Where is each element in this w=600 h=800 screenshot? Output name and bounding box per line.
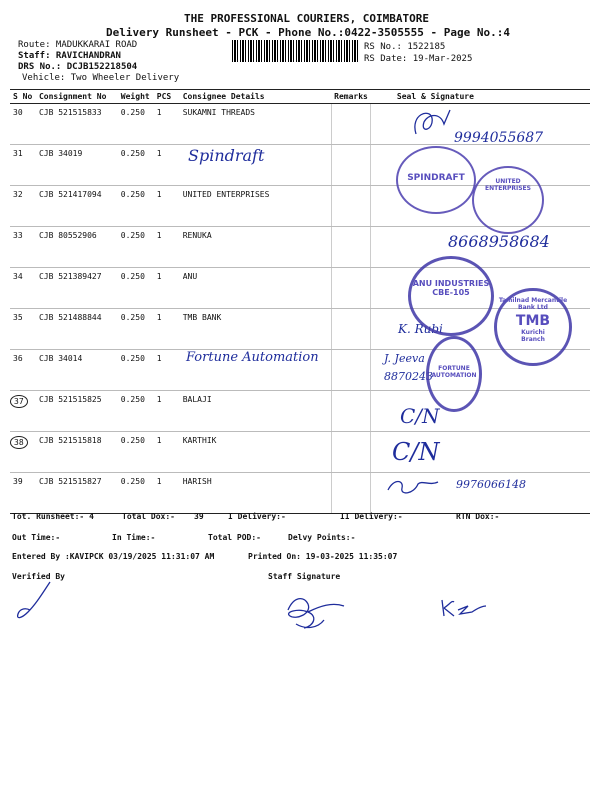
vehicle-label: Vehicle: Two Wheeler Delivery: [22, 73, 180, 83]
handwritten-consignee-fortune: Fortune Automation: [186, 350, 319, 365]
row-remarks: [331, 350, 371, 391]
row-sno: [10, 268, 36, 309]
row-sno: [10, 473, 36, 514]
rs-date: RS Date: 19-Mar-2025: [364, 54, 473, 64]
stamp-anu-industries: [408, 256, 494, 336]
row-sno: [10, 227, 36, 268]
row-pcs-text: 1: [156, 395, 162, 404]
row-weight-text: 0.250: [120, 477, 145, 486]
row-pcs: [154, 473, 180, 514]
col-consignment: Consignment No: [36, 90, 118, 104]
row-sno: [10, 432, 36, 473]
ii-delivery: II Delivery:-: [340, 512, 403, 521]
signature-row39: [384, 476, 444, 498]
row-consignee-text: HARISH: [182, 477, 212, 486]
row-sno-text: 36: [13, 354, 23, 363]
handwritten-consignee-spindraft: Spindraft: [188, 146, 265, 165]
row-remarks: [331, 473, 371, 514]
row-pcs-text: 1: [156, 231, 162, 240]
row-consignment-no: [36, 268, 118, 309]
row-consignee-text: ANU: [182, 272, 198, 281]
row-remarks: [331, 268, 371, 309]
row-weight: [118, 227, 154, 268]
row-sno: [10, 350, 36, 391]
row-remarks: [331, 227, 371, 268]
col-weight: Weight: [118, 90, 154, 104]
col-sno: S No: [10, 90, 36, 104]
row-consignee-text: UNITED ENTERPRISES: [182, 190, 270, 199]
row-remarks: [331, 432, 371, 473]
stamp-united-text: UNITED ENTERPRISES: [485, 178, 531, 192]
stamp-tmb-branch-1: Kurichi: [521, 329, 545, 336]
row-weight-text: 0.250: [120, 272, 145, 281]
row-pcs: [154, 104, 180, 145]
route-label: Route: MADUKKARAI ROAD: [18, 40, 138, 50]
row-consignment-no-text: CJB 34014: [38, 354, 83, 363]
row-sno-text: 31: [13, 149, 23, 158]
row-pcs-text: 1: [156, 190, 162, 199]
printed-on: Printed On: 19-03-2025 11:35:07: [248, 552, 398, 561]
stamp-tmb-bank-name: Tamilnad Mercantile Bank Ltd: [498, 297, 568, 311]
row-remarks: [331, 391, 371, 432]
stamp-spindraft-text: SPINDRAFT: [407, 173, 465, 183]
row-consignment-no-text: CJB 521515818: [38, 436, 102, 445]
verified-by-signature: [14, 578, 54, 624]
drs-number: DRS No.: DCJB152218504: [18, 62, 138, 72]
row-consignee: [180, 268, 331, 309]
row-consignee: [180, 391, 331, 432]
stamp-fortune-text: FORTUNE AUTOMATION: [431, 365, 477, 379]
row-pcs-text: 1: [156, 149, 162, 158]
stamp-anu-text: ANU INDUSTRIES CBE-105: [412, 279, 490, 297]
row-pcs: [154, 145, 180, 186]
row-consignment-no-text: CJB 521515825: [38, 395, 102, 404]
stamp-spindraft: [396, 146, 476, 214]
row-weight: [118, 268, 154, 309]
row-sno-text: 37: [10, 395, 28, 408]
stamp-tmb-branch-2: Branch: [521, 336, 545, 343]
row-weight: [118, 145, 154, 186]
row-pcs: [154, 268, 180, 309]
handwritten-cn-row37: C/N: [400, 404, 440, 428]
row-consignment-no-text: CJB 80552906: [38, 231, 97, 240]
row-consignment-no-text: CJB 34019: [38, 149, 83, 158]
staff-signature-1: [278, 590, 350, 634]
row-sno: [10, 186, 36, 227]
row-consignee-text: RENUKA: [182, 231, 212, 240]
row-consignment-no: [36, 186, 118, 227]
row-consignment-no-text: CJB 521515833: [38, 108, 102, 117]
row-remarks: [331, 145, 371, 186]
row-pcs-text: 1: [156, 272, 162, 281]
row-consignee-text: TMB BANK: [182, 313, 222, 322]
row-weight-text: 0.250: [120, 395, 145, 404]
company-title: THE PROFESSIONAL COURIERS, COIMBATORE: [184, 12, 430, 25]
row-consignee-text: BALAJI: [182, 395, 212, 404]
row-pcs: [154, 432, 180, 473]
handwritten-phone-row39: 9976066148: [456, 478, 526, 491]
table-header-row: [10, 90, 590, 104]
row-weight-text: 0.250: [120, 108, 145, 117]
row-weight-text: 0.250: [120, 436, 145, 445]
row-pcs: [154, 309, 180, 350]
row-consignment-no-text: CJB 521389427: [38, 272, 102, 281]
row-weight: [118, 104, 154, 145]
table-row: [10, 432, 590, 473]
row-consignee: [180, 309, 331, 350]
row-sno-text: 35: [13, 313, 23, 322]
row-sno: [10, 309, 36, 350]
row-consignment-no-text: CJB 521417094: [38, 190, 102, 199]
total-dox-value: 39: [194, 512, 204, 521]
row-sno: [10, 391, 36, 432]
row-sno: [10, 104, 36, 145]
tot-runsheet: Tot. Runsheet:- 4: [12, 512, 94, 521]
handwritten-name-row35: K. Rubi: [398, 322, 443, 336]
total-pod: Total POD:-: [208, 533, 261, 542]
row-consignment-no: [36, 473, 118, 514]
row-weight-text: 0.250: [120, 313, 145, 322]
col-remarks: Remarks: [331, 90, 371, 104]
row-remarks: [331, 104, 371, 145]
handwritten-phone-row30: 9994055687: [454, 130, 544, 146]
row-weight: [118, 432, 154, 473]
staff-signature-2: [438, 596, 488, 620]
row-weight-text: 0.250: [120, 354, 145, 363]
row-sno-text: 32: [13, 190, 23, 199]
row-consignment-no: [36, 145, 118, 186]
row-pcs-text: 1: [156, 108, 162, 117]
col-pcs: PCS: [154, 90, 180, 104]
row-weight: [118, 350, 154, 391]
row-consignment-no: [36, 309, 118, 350]
row-weight: [118, 309, 154, 350]
row-pcs: [154, 391, 180, 432]
row-pcs-text: 1: [156, 436, 162, 445]
row-consignee: [180, 104, 331, 145]
row-sno-text: 30: [13, 108, 23, 117]
handwritten-cn-row38: C/N: [392, 438, 440, 466]
row-pcs: [154, 227, 180, 268]
total-dox-label: Total Dox:-: [122, 512, 175, 521]
row-remarks: [331, 186, 371, 227]
stamp-tmb-bank: [494, 288, 572, 366]
row-consignee: [180, 473, 331, 514]
row-consignment-no: [36, 432, 118, 473]
tmb-logo-text: TMB: [515, 313, 551, 329]
row-weight: [118, 473, 154, 514]
row-pcs: [154, 186, 180, 227]
row-weight-text: 0.250: [120, 231, 145, 240]
row-consignment-no: [36, 227, 118, 268]
row-weight-text: 0.250: [120, 190, 145, 199]
row-weight: [118, 391, 154, 432]
staff-signature-label: Staff Signature: [268, 572, 341, 581]
row-weight-text: 0.250: [120, 149, 145, 158]
row-remarks: [331, 309, 371, 350]
runsheet-title: Delivery Runsheet - PCK - Phone No.:0422-3505555 - Page No.:4: [106, 26, 510, 39]
signature-row30: [410, 104, 470, 148]
row-pcs: [154, 350, 180, 391]
row-consignment-no: [36, 391, 118, 432]
rtn-dox: RTN Dox:-: [456, 512, 500, 521]
row-consignment-no: [36, 350, 118, 391]
stamp-united-enterprises: [472, 166, 544, 234]
verified-by-label: Verified By: [12, 572, 65, 581]
row-consignee-text: SUKAMNI THREADS: [182, 108, 255, 117]
staff-label: Staff: RAVICHANDRAN: [18, 51, 121, 61]
barcode: [232, 40, 360, 62]
row-consignee: [180, 186, 331, 227]
entered-by: Entered By :KAVIPCK 03/19/2025 11:31:07 AM: [12, 552, 215, 561]
row-consignment-no-text: CJB 521515827: [38, 477, 102, 486]
row-pcs-text: 1: [156, 313, 162, 322]
stamp-fortune-automation: [426, 336, 482, 412]
handwritten-phone-row36: 8870243: [384, 370, 433, 383]
row-sno-text: 34: [13, 272, 23, 281]
table-row: [10, 391, 590, 432]
out-time: Out Time:-: [12, 533, 61, 542]
i-delivery: I Delivery:-: [228, 512, 286, 521]
row-consignee: [180, 227, 331, 268]
col-seal-signature: Seal & Signature: [371, 90, 590, 104]
row-pcs-text: 1: [156, 477, 162, 486]
row-consignment-no: [36, 104, 118, 145]
row-sno-text: 39: [13, 477, 23, 486]
delvy-points: Delvy Points:-: [288, 533, 356, 542]
in-time: In Time:-: [112, 533, 156, 542]
row-consignee: [180, 432, 331, 473]
row-consignee-text: KARTHIK: [182, 436, 217, 445]
handwritten-name-row36: J. Jeeva: [384, 352, 425, 365]
col-consignee: Consignee Details: [180, 90, 331, 104]
rs-number: RS No.: 1522185: [364, 42, 446, 52]
row-sno-text: 38: [10, 436, 28, 449]
row-weight: [118, 186, 154, 227]
row-sno: [10, 145, 36, 186]
row-pcs-text: 1: [156, 354, 162, 363]
row-consignment-no-text: CJB 521488844: [38, 313, 102, 322]
row-sno-text: 33: [13, 231, 23, 240]
handwritten-phone-row33: 8668958684: [448, 232, 550, 251]
